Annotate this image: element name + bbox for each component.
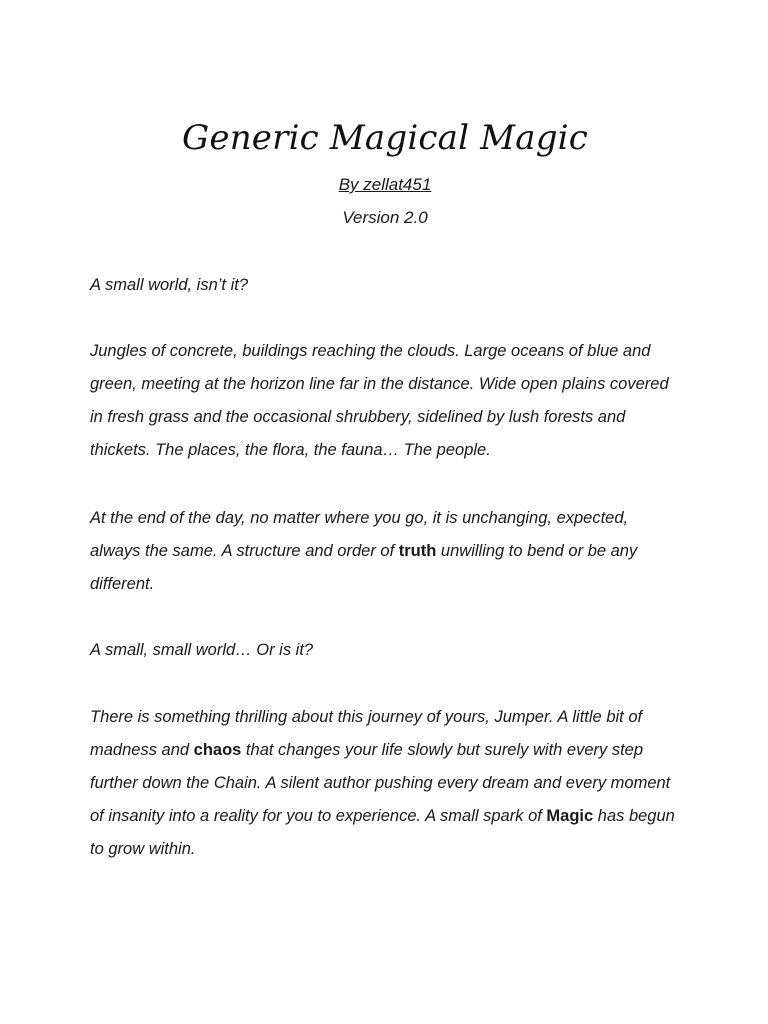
document-title: Generic Magical Magic xyxy=(182,118,588,158)
paragraph-journey xyxy=(90,701,680,866)
paragraph-intro: A small world, isn’t it? xyxy=(90,276,249,294)
author-byline[interactable]: By zellat451 xyxy=(338,175,432,194)
version-label: Version 2.0 xyxy=(342,208,428,227)
paragraph-text: At the end of the day, no matter where you go, it is unchanging, expected, always the same. A structure and order of xyxy=(90,509,629,560)
document-page xyxy=(90,0,680,1024)
paragraph-world-description: Jungles of concrete, buildings reaching the clouds. Large oceans of blue and green, meeting at the horizon line far in the distance. Wide open plains covered in fresh grass and the occasional shrubbery, sidelined by lush forests and thickets. The places, the flora, the fauna… The people. xyxy=(90,342,669,459)
paragraph-truth xyxy=(90,502,680,601)
bold-word-magic: Magic xyxy=(546,807,594,825)
paragraph-text: has begun to grow within. xyxy=(90,807,675,858)
paragraph-text: that changes your life slowly but surely with every step further down the Chain. A silent author pushing every dream and every moment of insanity into a reality for you to experience. A small spark of xyxy=(90,741,671,825)
paragraph-text: unwilling to bend or be any different. xyxy=(90,542,638,593)
paragraph-text: There is something thrilling about this journey of yours, Jumper. A little bit of madness and xyxy=(90,708,643,759)
paragraph-question: A small, small world… Or is it? xyxy=(90,641,314,659)
bold-word-chaos: chaos xyxy=(193,741,242,759)
bold-word-truth: truth xyxy=(398,542,437,560)
